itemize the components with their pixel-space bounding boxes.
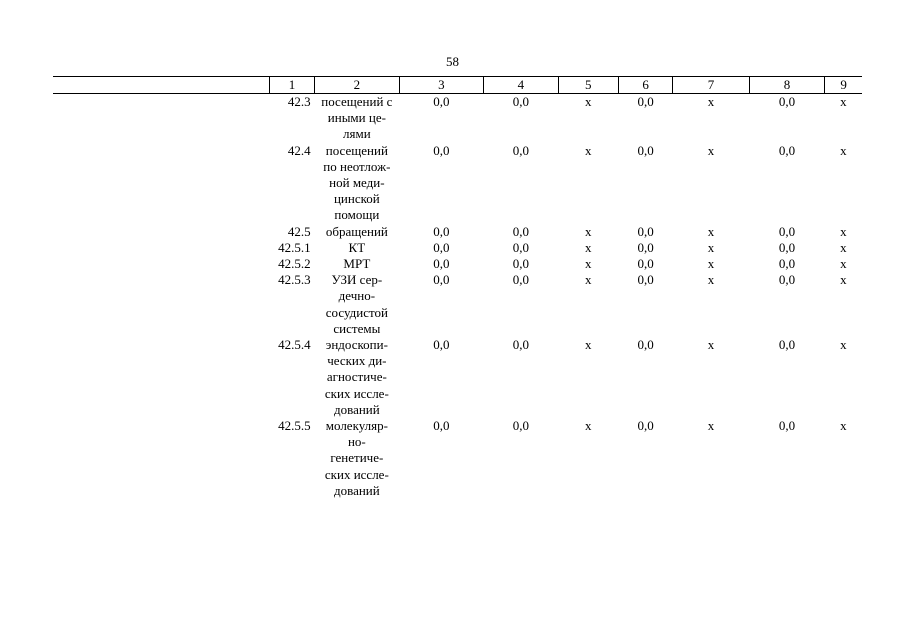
cell-col-8: 0,0 xyxy=(778,418,796,434)
cell-col-9: х xyxy=(840,272,847,288)
cell-col-4: 0,0 xyxy=(512,142,529,158)
row-label-line: помощи xyxy=(334,207,380,223)
cell-col-8: 0,0 xyxy=(778,337,796,353)
row-indent-cell xyxy=(53,418,269,499)
cell-col-7: х xyxy=(707,418,715,434)
row-label-line: посещений с xyxy=(321,94,393,109)
row-label-line: иными це- xyxy=(327,110,386,126)
cell-col-8: 0,0 xyxy=(778,256,796,272)
cell-col-7: х xyxy=(707,239,715,255)
row-label-line: КТ xyxy=(348,239,366,255)
table-row xyxy=(53,224,862,240)
cell-col-6: 0,0 xyxy=(637,223,654,239)
cell-col-5: х xyxy=(585,256,592,272)
cell-col-5: х xyxy=(585,94,592,109)
cell-col-6: 0,0 xyxy=(637,256,654,272)
row-indent-cell xyxy=(53,256,269,272)
cell-col-9: х xyxy=(840,223,847,239)
row-label-line: посещений xyxy=(325,142,388,158)
row-indent-cell xyxy=(53,143,269,224)
row-code: 42.3 xyxy=(287,94,311,109)
header-cell-5: 5 xyxy=(558,77,618,94)
row-label-line: цинской xyxy=(333,191,380,207)
table-row xyxy=(53,272,862,337)
header-cell-2: 2 xyxy=(315,77,400,94)
page-number: 58 xyxy=(446,54,459,69)
cell-col-4: 0,0 xyxy=(512,256,529,272)
cell-col-9: х xyxy=(840,256,847,272)
header-cell-9: 9 xyxy=(825,77,862,94)
row-label xyxy=(315,272,400,337)
table-row xyxy=(53,337,862,418)
row-code: 42.5.4 xyxy=(278,337,311,353)
row-label-line: генетиче- xyxy=(330,450,384,466)
row-label-line: МРТ xyxy=(343,256,371,272)
cell-col-3: 0,0 xyxy=(433,337,450,353)
row-label xyxy=(315,418,400,499)
cell-col-4: 0,0 xyxy=(512,94,529,109)
row-label-line: агностиче- xyxy=(326,369,387,385)
header-cell-1: 1 xyxy=(269,77,314,94)
row-label xyxy=(315,94,400,143)
row-label xyxy=(315,337,400,418)
table-row xyxy=(53,418,862,499)
cell-col-9: х xyxy=(840,337,847,353)
cell-col-5: х xyxy=(585,337,592,353)
row-indent-cell xyxy=(53,240,269,256)
header-cell-7: 7 xyxy=(673,77,749,94)
cell-col-7: х xyxy=(707,256,715,272)
table-row xyxy=(53,256,862,272)
row-code: 42.5.3 xyxy=(278,272,311,288)
cell-col-7: х xyxy=(707,142,715,158)
cell-col-8: 0,0 xyxy=(778,142,796,158)
cell-col-6: 0,0 xyxy=(637,418,654,434)
cell-col-6: 0,0 xyxy=(637,272,654,288)
cell-col-3: 0,0 xyxy=(433,223,450,239)
header-cell-blank xyxy=(53,77,269,94)
cell-col-8: 0,0 xyxy=(778,94,796,109)
header-cell-8: 8 xyxy=(749,77,824,94)
cell-col-7: х xyxy=(707,223,715,239)
cell-col-5: х xyxy=(585,418,592,434)
row-label-line: системы xyxy=(333,320,381,336)
row-label-line: но- xyxy=(347,434,366,450)
cell-col-4: 0,0 xyxy=(512,337,529,353)
row-label-line: дечно- xyxy=(338,288,376,304)
cell-col-9: х xyxy=(840,418,847,434)
row-label-line: по неотлож- xyxy=(323,158,391,174)
table-row xyxy=(53,240,862,256)
cell-col-4: 0,0 xyxy=(512,223,529,239)
data-table xyxy=(53,76,862,499)
row-label xyxy=(315,143,400,224)
cell-col-3: 0,0 xyxy=(433,239,450,255)
cell-col-4: 0,0 xyxy=(512,272,529,288)
cell-col-9: х xyxy=(840,142,847,158)
header-cell-6: 6 xyxy=(618,77,672,94)
header-cell-3: 3 xyxy=(399,77,484,94)
row-label xyxy=(315,224,400,240)
row-indent-cell xyxy=(53,272,269,337)
cell-col-8: 0,0 xyxy=(778,223,796,239)
cell-col-5: х xyxy=(585,142,592,158)
row-label xyxy=(315,240,400,256)
row-label xyxy=(315,256,400,272)
cell-col-9: х xyxy=(840,94,847,109)
cell-col-7: х xyxy=(707,272,715,288)
column-number-row xyxy=(53,77,862,94)
cell-col-8: 0,0 xyxy=(778,272,796,288)
cell-col-7: х xyxy=(707,337,715,353)
row-label-line: молекуляр- xyxy=(325,418,388,434)
row-label-line: дований xyxy=(333,482,380,498)
row-code: 42.5 xyxy=(287,223,311,239)
row-code: 42.5.5 xyxy=(278,418,311,434)
table-row xyxy=(53,143,862,224)
cell-col-6: 0,0 xyxy=(637,337,654,353)
cell-col-4: 0,0 xyxy=(512,418,529,434)
row-label-line: ческих ди- xyxy=(327,353,387,369)
row-indent-cell xyxy=(53,224,269,240)
cell-col-3: 0,0 xyxy=(433,418,450,434)
cell-col-3: 0,0 xyxy=(433,142,450,158)
row-label-line: ной меди- xyxy=(329,175,385,191)
cell-col-3: 0,0 xyxy=(433,94,450,109)
row-label-line: эндоскопи- xyxy=(325,337,388,353)
table-body xyxy=(53,94,862,500)
cell-col-5: х xyxy=(585,223,592,239)
row-code: 42.5.2 xyxy=(278,256,311,272)
row-code: 42.5.1 xyxy=(278,239,311,255)
cell-col-3: 0,0 xyxy=(433,272,450,288)
row-label-line: ских иссле- xyxy=(324,385,389,401)
cell-col-9: х xyxy=(840,239,847,255)
cell-col-6: 0,0 xyxy=(637,239,654,255)
cell-col-5: х xyxy=(585,239,592,255)
row-label-line: дований xyxy=(333,401,380,417)
cell-col-7: х xyxy=(707,94,715,109)
cell-col-6: 0,0 xyxy=(637,94,654,109)
row-code: 42.4 xyxy=(287,142,311,158)
row-label-line: ских иссле- xyxy=(324,466,389,482)
cell-col-4: 0,0 xyxy=(512,239,529,255)
cell-col-8: 0,0 xyxy=(778,239,796,255)
row-label-line: сосудистой xyxy=(325,304,388,320)
header-cell-4: 4 xyxy=(484,77,558,94)
row-label-line: лями xyxy=(343,126,371,142)
cell-col-5: х xyxy=(585,272,592,288)
row-indent-cell xyxy=(53,94,269,143)
row-indent-cell xyxy=(53,337,269,418)
cell-col-3: 0,0 xyxy=(433,256,450,272)
table-row xyxy=(53,94,862,143)
row-label-line: УЗИ сер- xyxy=(331,272,383,288)
row-label-line: обращений xyxy=(325,223,388,239)
cell-col-6: 0,0 xyxy=(637,142,654,158)
